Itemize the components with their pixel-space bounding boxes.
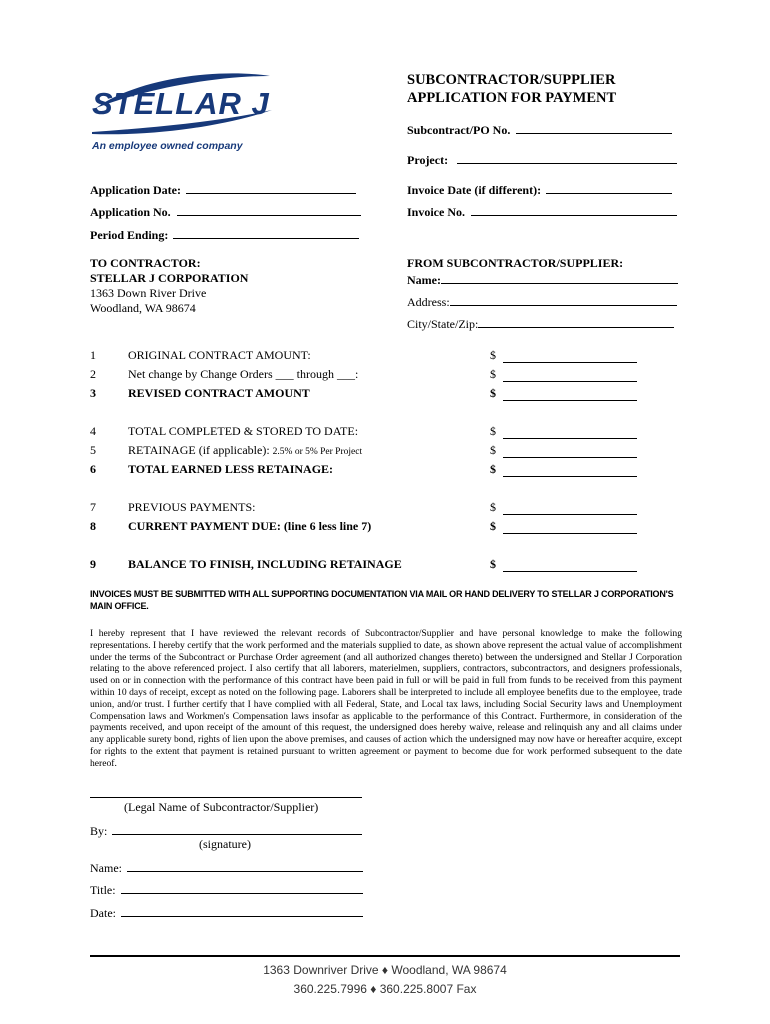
dollar-sign: $ (490, 443, 496, 457)
dollar-sign: $ (490, 367, 496, 381)
amount-line[interactable] (503, 362, 637, 363)
certification-paragraph: I hereby represent that I have reviewed the relevant records of Subcontractor/Supplier and have personal knowledge to make the following representations. I hereby certify that the work performed and the materials supplied to date, as shown above represent the actual value of accomplishment under the terms of the Subcontract or Purchase Order agreement (and all authorized changes thereto) between the undersigned and Stellar J Corporation relating to the above referenced project. I also certify that all laborers, materielmen, suppliers, contractors, subcontractors, and designers professionals, used on or in connection with the performance of this contract have been paid in full or will be paid in full from funds to be received from this payment within 10 days of receipt, except as noted on the following page. Laborers shall be interpreted to include all employee benefits due to the employee, trade union, and/or trust. I further certify that I have complied with all Federal, State, and Local tax laws, including Social Security laws and Unemployment Compensation laws and Workmen's Compensation laws insofar as applicable to the performance of this Contract. Furthermore, in consideration of the payments received, and upon receipt of the amount of this request, the undersigned does hereby waive, release and relinquish any and all claims under any applicable surety bond, rights of lien upon the above premises, and causes of action which the undersigned may now have or hereafter acquire, except for rights to the extent that payment is retained pursuant to written agreement or payment to become due for work performed subsequent to the date hereof. (90, 628, 682, 769)
item-number: 2 (90, 367, 96, 381)
subcontract-po-field[interactable] (407, 121, 672, 138)
invoice-date-label: Invoice Date (if different): (407, 183, 542, 197)
from-sub-address-field[interactable] (407, 293, 677, 310)
from-sub-address-label: Address: (407, 295, 450, 309)
dollar-sign: $ (490, 519, 496, 533)
contractor-address-2: Woodland, WA 98674 (90, 301, 196, 315)
signer-date-field[interactable] (90, 904, 363, 921)
from-sub-label: FROM SUBCONTRACTOR/SUPPLIER: (407, 256, 624, 270)
item-description: CURRENT PAYMENT DUE: (line 6 less line 7) (128, 519, 372, 533)
signer-title-line[interactable] (121, 881, 363, 894)
submission-notice: INVOICES MUST BE SUBMITTED WITH ALL SUPPORTING DOCUMENTATION VIA MAIL OR HAND DELIVERY TO STELLAR J CORPORATION'S MAIN OFFICE. (90, 589, 674, 611)
footer-address: 1363 Downriver Drive ♦ Woodland, WA 98674 (263, 963, 507, 977)
item-number: 6 (90, 462, 96, 476)
item-description: BALANCE TO FINISH, INCLUDING RETAINAGE (128, 557, 402, 571)
signer-name-field[interactable] (90, 859, 363, 876)
item-description: ORIGINAL CONTRACT AMOUNT: (128, 348, 311, 362)
project-line[interactable] (457, 151, 677, 164)
signature-line[interactable] (112, 822, 362, 835)
signature-caption: (signature) (199, 837, 251, 851)
period-ending-line[interactable] (173, 226, 359, 239)
from-sub-address-line[interactable] (450, 293, 677, 306)
logo-tagline: An employee owned company (92, 140, 243, 152)
invoice-date-line[interactable] (546, 181, 672, 194)
title-line-1: SUBCONTRACTOR/SUPPLIER (407, 72, 616, 88)
from-sub-city-label: City/State/Zip: (407, 317, 479, 331)
invoice-date-field[interactable] (407, 181, 672, 198)
item-number: 7 (90, 500, 96, 514)
invoice-no-line[interactable] (471, 203, 677, 216)
page-title (407, 71, 616, 107)
from-sub-city-line[interactable] (478, 315, 674, 328)
amount-line[interactable] (503, 533, 637, 534)
signer-title-field[interactable] (90, 881, 363, 898)
retainage-note: 2.5% or 5% Per Project (272, 447, 363, 457)
item-number: 4 (90, 424, 96, 438)
item-number: 3 (90, 386, 96, 400)
item-description-group (128, 443, 362, 458)
amount-line[interactable] (503, 514, 637, 515)
subcontract-po-line[interactable] (516, 121, 672, 134)
to-contractor-block (90, 256, 248, 316)
signer-name-label: Name: (90, 861, 122, 875)
from-sub-name-line[interactable] (441, 271, 678, 284)
amount-line[interactable] (503, 381, 637, 382)
subcontract-po-label: Subcontract/PO No. (407, 123, 511, 137)
period-ending-label: Period Ending: (90, 228, 169, 242)
application-date-line[interactable] (186, 181, 356, 194)
logo-wordmark: STELLAR J (92, 86, 270, 121)
dollar-sign: $ (490, 424, 496, 438)
dollar-sign: $ (490, 500, 496, 514)
legal-name-line[interactable] (90, 797, 362, 798)
period-ending-field[interactable] (90, 226, 359, 243)
application-date-label: Application Date: (90, 183, 181, 197)
amount-line[interactable] (503, 476, 637, 477)
contractor-address-1: 1363 Down River Drive (90, 286, 207, 300)
from-sub-name-field[interactable] (407, 271, 678, 288)
item-number: 8 (90, 519, 96, 533)
legal-name-caption: (Legal Name of Subcontractor/Supplier) (124, 800, 319, 814)
title-line-2: APPLICATION FOR PAYMENT (407, 90, 617, 106)
item-description: TOTAL COMPLETED & STORED TO DATE: (128, 424, 359, 438)
application-no-line[interactable] (177, 203, 361, 216)
to-contractor-label: TO CONTRACTOR: (90, 256, 201, 270)
project-label: Project: (407, 153, 449, 167)
item-number: 1 (90, 348, 96, 362)
signer-date-label: Date: (90, 906, 116, 920)
by-label: By: (90, 824, 108, 838)
from-sub-name-label: Name: (407, 273, 441, 287)
contractor-name: STELLAR J CORPORATION (90, 271, 249, 285)
dollar-sign: $ (490, 557, 496, 571)
application-no-field[interactable] (90, 203, 361, 220)
dollar-sign: $ (490, 348, 496, 362)
item-description: RETAINAGE (if applicable): (128, 443, 270, 457)
invoice-no-field[interactable] (407, 203, 677, 220)
item-description: PREVIOUS PAYMENTS: (128, 500, 256, 514)
stellar-j-logo (88, 70, 273, 155)
item-description: TOTAL EARNED LESS RETAINAGE: (128, 462, 334, 476)
project-field[interactable] (407, 151, 677, 168)
footer-divider (90, 955, 680, 957)
dollar-sign: $ (490, 462, 496, 476)
amount-line[interactable] (503, 571, 637, 572)
item-number: 5 (90, 443, 96, 457)
item-description: REVISED CONTRACT AMOUNT (128, 386, 310, 400)
signer-date-line[interactable] (121, 904, 363, 917)
signer-title-label: Title: (90, 883, 116, 897)
amount-line[interactable] (503, 400, 637, 401)
signer-name-line[interactable] (127, 859, 363, 872)
application-date-field[interactable] (90, 181, 356, 198)
application-no-label: Application No. (90, 205, 171, 219)
dollar-sign: $ (490, 386, 496, 400)
from-sub-city-field[interactable] (407, 315, 674, 332)
footer-phone: 360.225.7996 ♦ 360.225.8007 Fax (293, 982, 477, 996)
amount-line[interactable] (503, 457, 637, 458)
amount-line[interactable] (503, 438, 637, 439)
item-description: Net change by Change Orders ___ through ___: (128, 367, 359, 381)
item-number: 9 (90, 557, 96, 571)
invoice-no-label: Invoice No. (407, 205, 465, 219)
